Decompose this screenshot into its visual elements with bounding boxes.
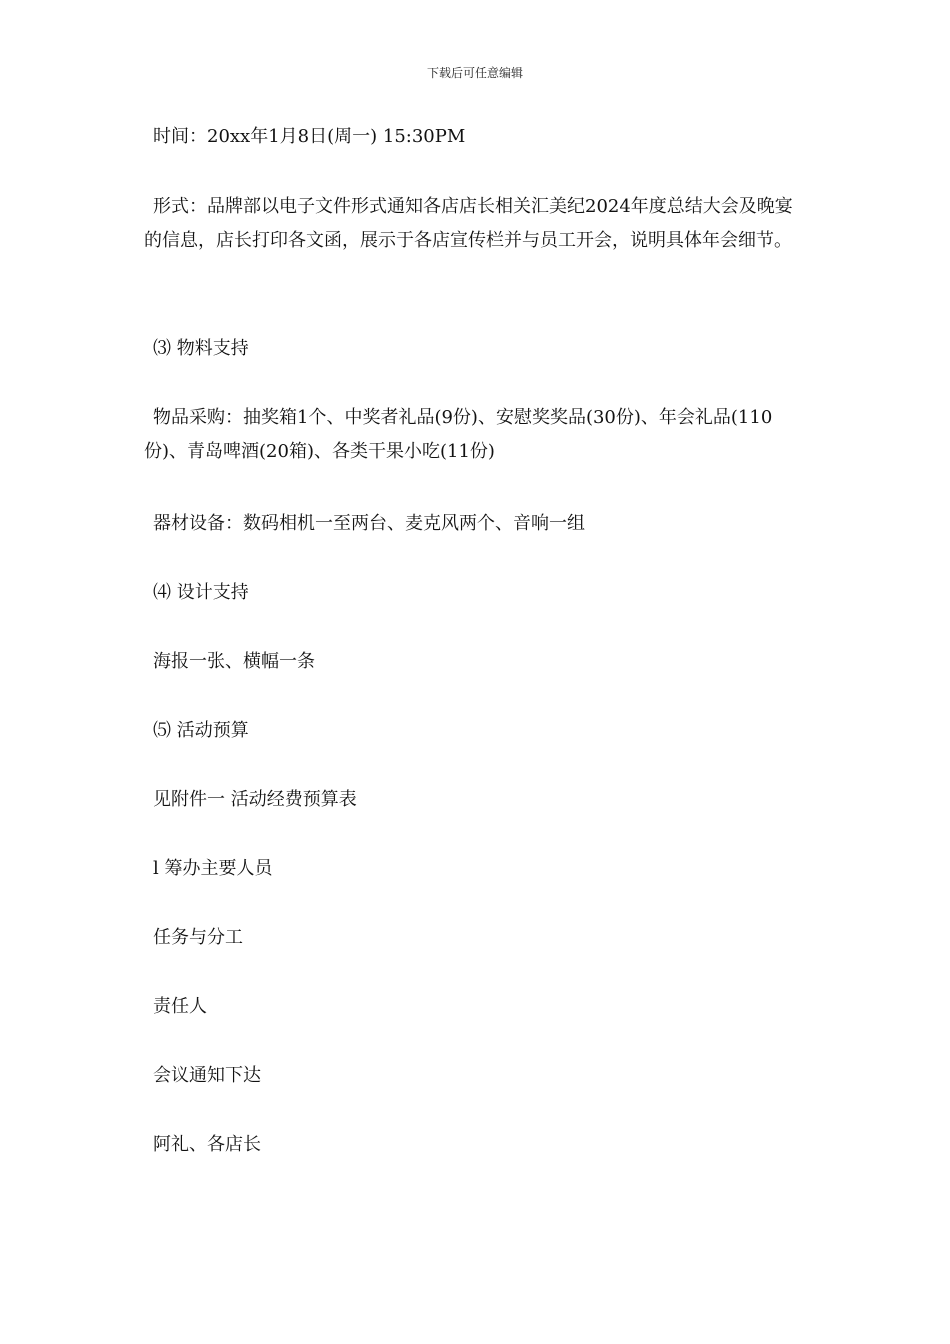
budget-reference-line: 见附件一 活动经费预算表 [153,789,357,810]
materials-heading: ⑶ 物料支持 [153,338,249,359]
people-line: 阿礼、各店长 [153,1134,261,1155]
design-items-line: 海报一张、横幅一条 [153,651,315,672]
responsible-line: 责任人 [153,996,207,1017]
tasks-line: 任务与分工 [153,927,243,948]
page-header-note: 下载后可任意编辑 [426,66,523,80]
format-paragraph: 形式：品牌部以电子文件形式通知各店店长相关汇美纪2024年度总结大会及晚宴的信息，店长打印各文函，展示于各店宣传栏并与员工开会，说明具体年会细节。 [144,196,793,251]
budget-heading: ⑸ 活动预算 [153,720,249,741]
design-heading: ⑷ 设计支持 [153,582,249,603]
staff-heading: l 筹办主要人员 [153,858,273,879]
purchase-paragraph: 物品采购：抽奖箱1个、中奖者礼品(9份)、安慰奖奖品(30份)、年会礼品(110份)、青岛啤酒(20箱)、各类干果小吃(11份) [144,407,773,462]
equipment-line: 器材设备：数码相机一至两台、麦克风两个、音响一组 [153,513,585,534]
time-line: 时间：20xx年1月8日(周一) 15:30PM [153,126,466,147]
notice-line: 会议通知下达 [153,1065,261,1086]
